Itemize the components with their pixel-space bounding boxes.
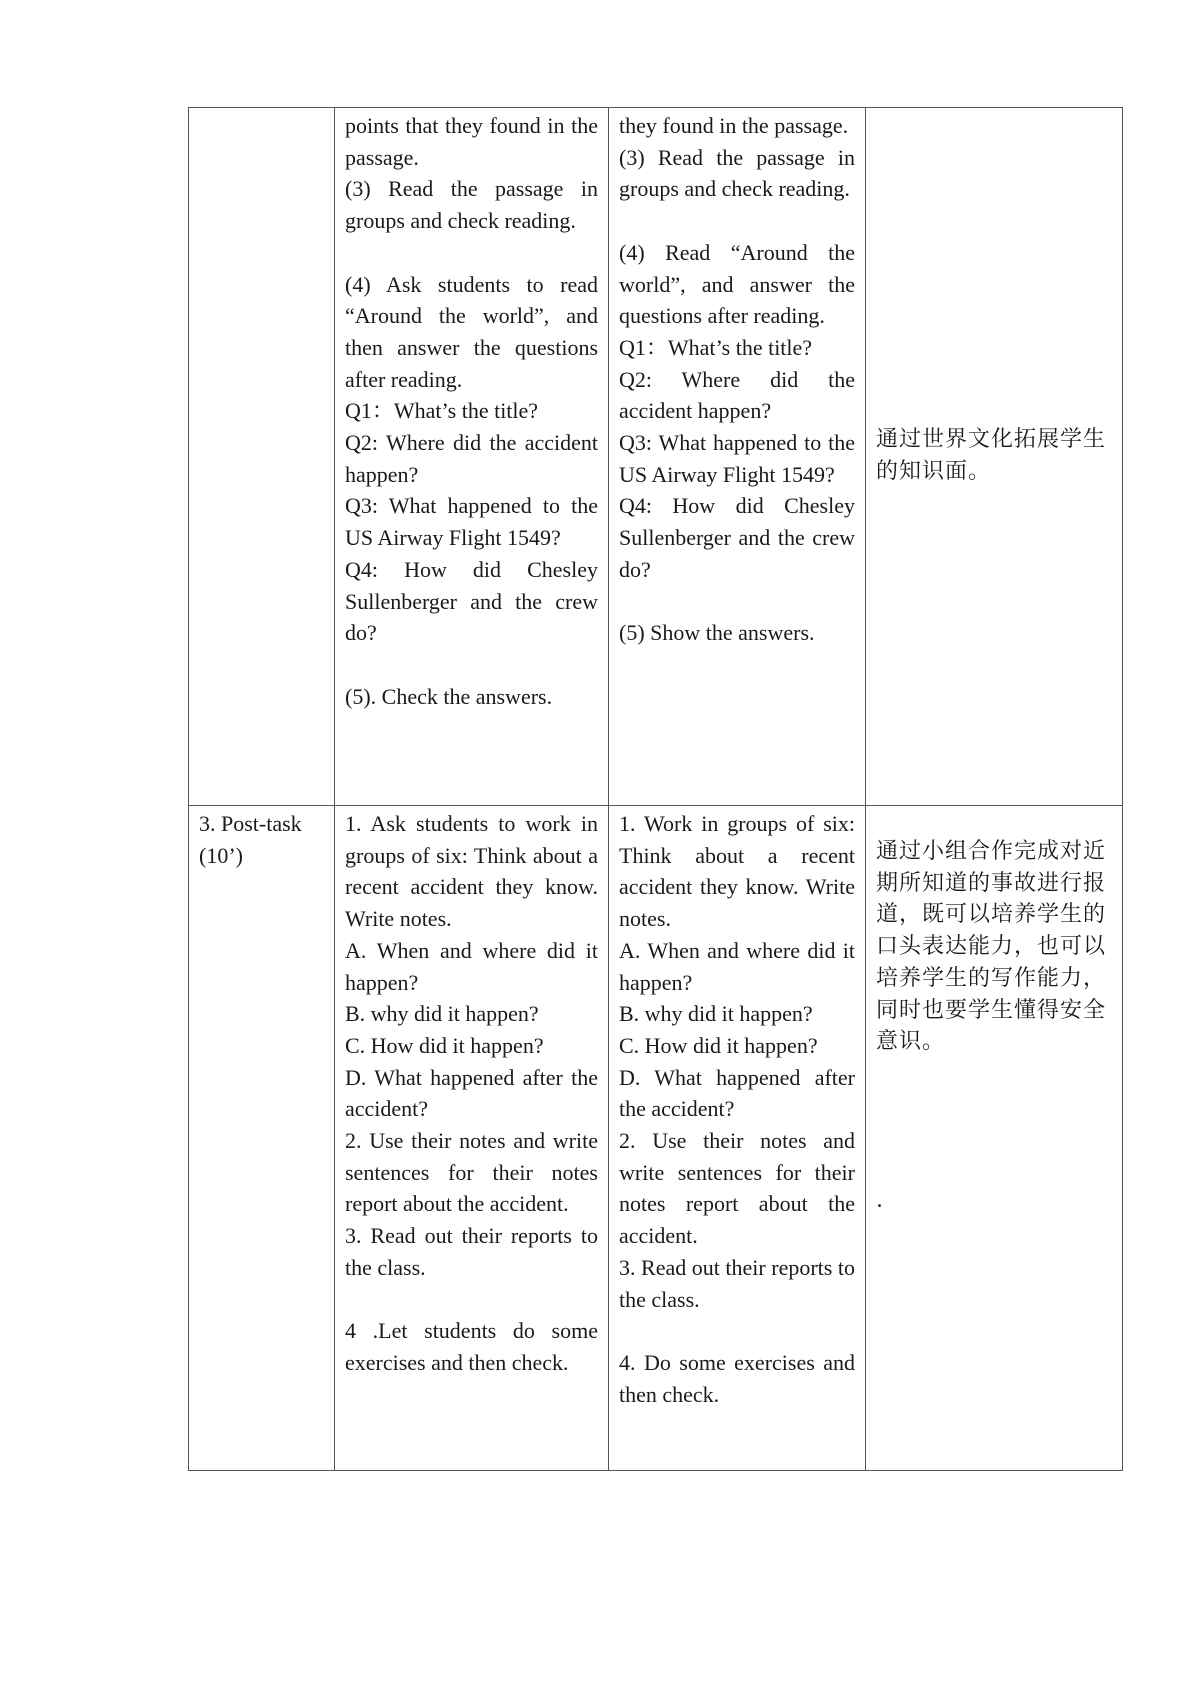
teacher-activity-cell xyxy=(335,806,609,1471)
stage-cell xyxy=(189,806,335,1471)
student-line: B. why did it happen? xyxy=(619,1001,813,1027)
teacher-line: Q3: What happened to the US Airway Flight 1549? xyxy=(345,493,598,551)
lesson-plan-table xyxy=(188,107,1123,1471)
teacher-line: C. How did it happen? xyxy=(345,1032,544,1058)
student-line: (3) Read the passage in groups and check reading. xyxy=(619,144,855,202)
student-line: Q3: What happened to the US Airway Flight 1549? xyxy=(619,430,855,487)
teacher-line: Q2: Where did the accident happen? xyxy=(345,430,598,487)
teacher-line: B. why did it happen? xyxy=(345,1001,539,1027)
teacher-line: D. What happened after the accident? xyxy=(345,1064,598,1122)
student-line: Q2: Where did the accident happen? xyxy=(619,366,855,424)
student-line: Q4: How did Chesley Sullenberger and the crew do? xyxy=(619,493,855,582)
purpose-note: . xyxy=(876,1187,884,1213)
student-activity-cell xyxy=(609,806,866,1471)
teacher-line: A. When and where did it happen? xyxy=(345,937,598,995)
purpose-text: 通过世界文化拓展学生的知识面。 xyxy=(876,427,1107,484)
teacher-line: (4) Ask students to read “Around the world”, and then answer the questions after reading. xyxy=(345,271,598,392)
table-row xyxy=(189,108,1123,806)
stage-cell xyxy=(189,108,335,806)
student-line: A. When and where did it happen? xyxy=(619,937,855,995)
student-line: D. What happened after the accident? xyxy=(619,1064,855,1122)
student-line: (4) Read “Around the world”, and answer the questions after reading. xyxy=(619,239,855,329)
stage-title: 3. Post-task xyxy=(199,811,302,836)
purpose-cell xyxy=(866,806,1123,1471)
student-line: 1. Work in groups of six: Think about a recent accident they know. Write notes. xyxy=(619,811,855,932)
student-line: 2. Use their notes and write sentences for their notes report about the accident. xyxy=(619,1128,855,1249)
student-line: Q1：What’s the title? xyxy=(619,334,813,360)
teacher-line: Q4: How did Chesley Sullenberger and the crew do? xyxy=(345,556,598,646)
teacher-line: (5). Check the answers. xyxy=(345,683,553,709)
student-line: C. How did it happen? xyxy=(619,1032,818,1058)
teacher-line: 2. Use their notes and write sentences for their notes report about the accident. xyxy=(345,1128,598,1217)
table-row xyxy=(189,806,1123,1471)
student-line: 4. Do some exercises and then check. xyxy=(619,1349,855,1407)
purpose-cell xyxy=(866,108,1123,806)
teacher-activity-cell xyxy=(335,108,609,806)
student-activity-cell xyxy=(609,108,866,806)
teacher-line: points that they found in the passage. xyxy=(345,113,598,170)
purpose-text: 通过小组合作完成对近期所知道的事故进行报道，既可以培养学生的口头表达能力，也可以培养学生的写作能力，同时也要学生懂得安全意识。 xyxy=(876,839,1107,1055)
teacher-line: Q1：What’s the title? xyxy=(345,398,539,424)
student-line: they found in the passage. xyxy=(619,113,849,138)
student-line: 3. Read out their reports to the class. xyxy=(619,1254,855,1312)
teacher-line: 4 .Let students do some exercises and then check. xyxy=(345,1318,598,1375)
teacher-line: (3) Read the passage in groups and check reading. xyxy=(345,176,598,234)
stage-duration: (10’) xyxy=(199,842,243,868)
student-line: (5) Show the answers. xyxy=(619,620,815,646)
teacher-line: 1. Ask students to work in groups of six: Think about a recent accident they know. Write notes. xyxy=(345,811,598,932)
teacher-line: 3. Read out their reports to the class. xyxy=(345,1223,598,1280)
